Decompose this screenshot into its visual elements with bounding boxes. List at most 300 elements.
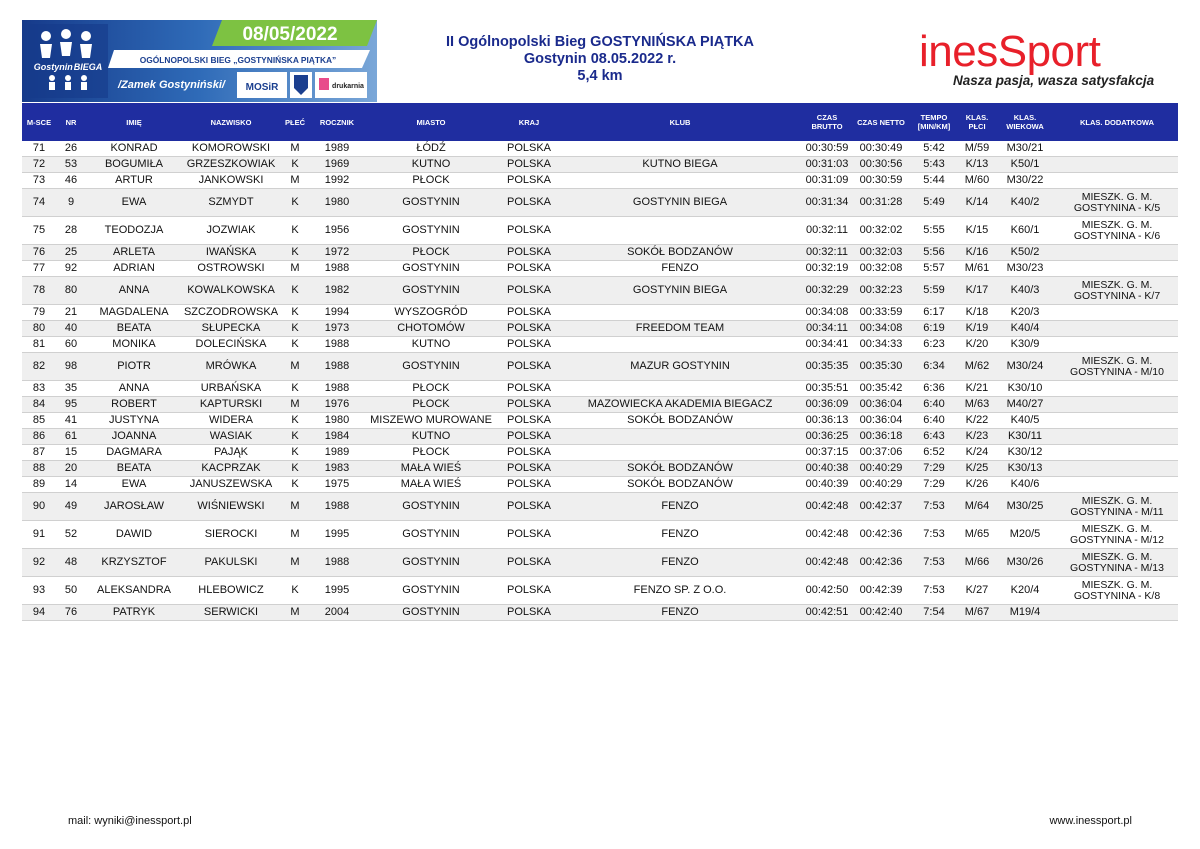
cell-gender-class: K/23: [960, 429, 994, 445]
cell-gender-class: M/64: [960, 493, 994, 521]
cell-extra-class: MIESZK. G. M. GOSTYNINA - K/6: [1056, 217, 1178, 245]
cell-pace: 5:44: [908, 173, 960, 189]
cell-first-name: MONIKA: [86, 337, 182, 353]
cell-gross-time: 00:35:35: [800, 353, 854, 381]
cell-net-time: 00:35:42: [854, 381, 908, 397]
cell-last-name: SZCZODROWSKA: [182, 305, 280, 321]
cell-club: [560, 337, 800, 353]
cell-age-class: K50/2: [994, 245, 1056, 261]
cell-last-name: OSTROWSKI: [182, 261, 280, 277]
cell-age-class: K20/4: [994, 577, 1056, 605]
cell-gender: K: [280, 381, 310, 397]
cell-place: 77: [22, 261, 56, 277]
cell-gender: K: [280, 577, 310, 605]
cell-country: POLSKA: [498, 353, 560, 381]
cell-gender: K: [280, 217, 310, 245]
cell-pace: 6:19: [908, 321, 960, 337]
cell-gender: K: [280, 189, 310, 217]
cell-country: POLSKA: [498, 429, 560, 445]
cell-net-time: 00:36:18: [854, 429, 908, 445]
cell-pace: 7:53: [908, 549, 960, 577]
footer-email[interactable]: mail: wyniki@inessport.pl: [68, 815, 192, 827]
brand-name: inesSport: [919, 27, 1101, 76]
cell-country: POLSKA: [498, 445, 560, 461]
cell-age-class: K40/3: [994, 277, 1056, 305]
cell-bib: 60: [56, 337, 86, 353]
cell-pace: 7:53: [908, 521, 960, 549]
cell-bib: 48: [56, 549, 86, 577]
cell-birth-year: 1982: [310, 277, 364, 305]
cell-club: [560, 217, 800, 245]
cell-gross-time: 00:32:11: [800, 217, 854, 245]
cell-first-name: ADRIAN: [86, 261, 182, 277]
cell-country: POLSKA: [498, 477, 560, 493]
cell-net-time: 00:42:36: [854, 521, 908, 549]
cell-age-class: K30/12: [994, 445, 1056, 461]
cell-pace: 6:17: [908, 305, 960, 321]
cell-gender: K: [280, 277, 310, 305]
cell-club: SOKÓŁ BODZANÓW: [560, 413, 800, 429]
cell-bib: 40: [56, 321, 86, 337]
cell-country: POLSKA: [498, 381, 560, 397]
cell-gross-time: 00:32:29: [800, 277, 854, 305]
cell-first-name: EWA: [86, 189, 182, 217]
cell-place: 73: [22, 173, 56, 189]
cell-city: CHOTOMÓW: [364, 321, 498, 337]
cell-pace: 7:54: [908, 605, 960, 621]
table-row: [22, 305, 1178, 321]
cell-gender: K: [280, 477, 310, 493]
cell-country: POLSKA: [498, 549, 560, 577]
cell-extra-class: MIESZK. G. M. GOSTYNINA - M/13: [1056, 549, 1178, 577]
cell-gender-class: K/21: [960, 381, 994, 397]
cell-city: GOSTYNIN: [364, 277, 498, 305]
cell-net-time: 00:36:04: [854, 397, 908, 413]
cell-net-time: 00:32:03: [854, 245, 908, 261]
cell-city: PŁOCK: [364, 381, 498, 397]
cell-pace: 6:23: [908, 337, 960, 353]
cell-pace: 7:29: [908, 477, 960, 493]
col-header-klas-plci[interactable]: KLAS. PŁCI: [960, 103, 994, 141]
cell-gender: M: [280, 521, 310, 549]
cell-gross-time: 00:30:59: [800, 141, 854, 157]
cell-last-name: URBAŃSKA: [182, 381, 280, 397]
cell-net-time: 00:42:39: [854, 577, 908, 605]
cell-last-name: DOLECIŃSKA: [182, 337, 280, 353]
cell-bib: 76: [56, 605, 86, 621]
table-row: [22, 157, 1178, 173]
cell-last-name: JANKOWSKI: [182, 173, 280, 189]
cell-pace: 7:53: [908, 493, 960, 521]
cell-country: POLSKA: [498, 493, 560, 521]
cell-gender-class: K/13: [960, 157, 994, 173]
cell-bib: 20: [56, 461, 86, 477]
cell-place: 79: [22, 305, 56, 321]
cell-birth-year: 1988: [310, 261, 364, 277]
cell-club: MAZOWIECKA AKADEMIA BIEGACZ: [560, 397, 800, 413]
cell-place: 76: [22, 245, 56, 261]
cell-club: SOKÓŁ BODZANÓW: [560, 477, 800, 493]
cell-birth-year: 1995: [310, 521, 364, 549]
drukarnia-icon: [319, 78, 329, 90]
cell-birth-year: 1988: [310, 353, 364, 381]
cell-bib: 35: [56, 381, 86, 397]
cell-net-time: 00:42:40: [854, 605, 908, 621]
col-header-rocznik[interactable]: ROCZNIK: [310, 103, 364, 141]
table-row: [22, 461, 1178, 477]
cell-gender: K: [280, 321, 310, 337]
table-row: [22, 337, 1178, 353]
cell-first-name: BEATA: [86, 461, 182, 477]
cell-gender-class: M/63: [960, 397, 994, 413]
cell-age-class: K60/1: [994, 217, 1056, 245]
cell-birth-year: 1992: [310, 173, 364, 189]
inessport-logo: [915, 27, 1165, 92]
cell-extra-class: [1056, 321, 1178, 337]
cell-country: POLSKA: [498, 141, 560, 157]
cell-club: FENZO SP. Z O.O.: [560, 577, 800, 605]
cell-club: KUTNO BIEGA: [560, 157, 800, 173]
page-title-block: [380, 34, 820, 85]
table-row: [22, 445, 1178, 461]
cell-last-name: WIŚNIEWSKI: [182, 493, 280, 521]
cell-country: POLSKA: [498, 305, 560, 321]
cell-bib: 80: [56, 277, 86, 305]
cell-first-name: ALEKSANDRA: [86, 577, 182, 605]
cell-gender-class: K/26: [960, 477, 994, 493]
table-row: [22, 173, 1178, 189]
cell-club: [560, 173, 800, 189]
cell-gender-class: K/14: [960, 189, 994, 217]
cell-birth-year: 2004: [310, 605, 364, 621]
cell-birth-year: 1989: [310, 445, 364, 461]
cell-club: [560, 429, 800, 445]
cell-gender: K: [280, 305, 310, 321]
cell-last-name: JOZWIAK: [182, 217, 280, 245]
cell-city: GOSTYNIN: [364, 577, 498, 605]
cell-country: POLSKA: [498, 461, 560, 477]
cell-place: 93: [22, 577, 56, 605]
cell-club: [560, 141, 800, 157]
cell-age-class: M40/27: [994, 397, 1056, 413]
cell-gross-time: 00:34:08: [800, 305, 854, 321]
cell-last-name: KACPRZAK: [182, 461, 280, 477]
cell-net-time: 00:40:29: [854, 461, 908, 477]
cell-club: GOSTYNIN BIEGA: [560, 189, 800, 217]
cell-gender-class: K/16: [960, 245, 994, 261]
banner-venue: /Zamek Gostyniński/: [118, 79, 225, 91]
col-header-nazwisko[interactable]: NAZWISKO: [182, 103, 280, 141]
cell-gross-time: 00:42:48: [800, 493, 854, 521]
cell-last-name: WIDERA: [182, 413, 280, 429]
cell-gender: K: [280, 245, 310, 261]
cell-bib: 28: [56, 217, 86, 245]
table-row: [22, 477, 1178, 493]
cell-gender: M: [280, 397, 310, 413]
cell-place: 91: [22, 521, 56, 549]
cell-pace: 6:40: [908, 413, 960, 429]
cell-gross-time: 00:36:13: [800, 413, 854, 429]
cell-last-name: KOWALKOWSKA: [182, 277, 280, 305]
cell-club: [560, 381, 800, 397]
cell-bib: 26: [56, 141, 86, 157]
cell-first-name: PATRYK: [86, 605, 182, 621]
cell-gender-class: K/18: [960, 305, 994, 321]
cell-city: PŁOCK: [364, 245, 498, 261]
cell-club: FENZO: [560, 493, 800, 521]
cell-gross-time: 00:31:03: [800, 157, 854, 173]
cell-net-time: 00:32:23: [854, 277, 908, 305]
cell-pace: 6:36: [908, 381, 960, 397]
cell-gross-time: 00:37:15: [800, 445, 854, 461]
col-header-imie[interactable]: IMIĘ: [86, 103, 182, 141]
cell-pace: 5:42: [908, 141, 960, 157]
col-header-klas-dodatkowa[interactable]: KLAS. DODATKOWA: [1056, 103, 1178, 141]
cell-city: MAŁA WIEŚ: [364, 477, 498, 493]
col-header-miasto[interactable]: MIASTO: [364, 103, 498, 141]
cell-first-name: PIOTR: [86, 353, 182, 381]
cell-extra-class: [1056, 413, 1178, 429]
cell-age-class: K30/13: [994, 461, 1056, 477]
cell-gender: M: [280, 261, 310, 277]
sponsor-drukarnia: drukarnia: [332, 83, 364, 90]
cell-bib: 53: [56, 157, 86, 173]
cell-age-class: K40/4: [994, 321, 1056, 337]
cell-gender: M: [280, 173, 310, 189]
cell-gender-class: K/20: [960, 337, 994, 353]
cell-first-name: ROBERT: [86, 397, 182, 413]
cell-country: POLSKA: [498, 157, 560, 173]
cell-gender-class: M/65: [960, 521, 994, 549]
cell-city: GOSTYNIN: [364, 549, 498, 577]
cell-extra-class: MIESZK. G. M. GOSTYNINA - M/10: [1056, 353, 1178, 381]
cell-city: MISZEWO MUROWANE: [364, 413, 498, 429]
cell-first-name: MAGDALENA: [86, 305, 182, 321]
cell-net-time: 00:30:49: [854, 141, 908, 157]
cell-extra-class: [1056, 261, 1178, 277]
cell-place: 75: [22, 217, 56, 245]
cell-birth-year: 1988: [310, 493, 364, 521]
cell-extra-class: [1056, 337, 1178, 353]
cell-first-name: EWA: [86, 477, 182, 493]
cell-city: PŁOCK: [364, 445, 498, 461]
cell-city: PŁOCK: [364, 173, 498, 189]
cell-gender: K: [280, 337, 310, 353]
sponsor-mosir: MOSiR: [245, 82, 279, 93]
cell-bib: 41: [56, 413, 86, 429]
cell-last-name: JANUSZEWSKA: [182, 477, 280, 493]
cell-extra-class: [1056, 445, 1178, 461]
cell-gross-time: 00:36:25: [800, 429, 854, 445]
cell-birth-year: 1976: [310, 397, 364, 413]
cell-birth-year: 1972: [310, 245, 364, 261]
cell-gross-time: 00:42:48: [800, 549, 854, 577]
cell-city: KUTNO: [364, 157, 498, 173]
cell-pace: 6:52: [908, 445, 960, 461]
cell-club: SOKÓŁ BODZANÓW: [560, 245, 800, 261]
cell-gender: M: [280, 353, 310, 381]
cell-country: POLSKA: [498, 261, 560, 277]
cell-gross-time: 00:36:09: [800, 397, 854, 413]
cell-age-class: K40/6: [994, 477, 1056, 493]
cell-city: GOSTYNIN: [364, 521, 498, 549]
cell-city: KUTNO: [364, 337, 498, 353]
table-row: [22, 141, 1178, 157]
footer-website[interactable]: www.inessport.pl: [1049, 815, 1132, 827]
cell-club: MAZUR GOSTYNIN: [560, 353, 800, 381]
cell-extra-class: [1056, 245, 1178, 261]
col-header-kraj[interactable]: KRAJ: [498, 103, 560, 141]
cell-first-name: JOANNA: [86, 429, 182, 445]
cell-birth-year: 1969: [310, 157, 364, 173]
col-header-plec[interactable]: PŁEĆ: [280, 103, 310, 141]
cell-extra-class: MIESZK. G. M. GOSTYNINA - K/7: [1056, 277, 1178, 305]
cell-place: 88: [22, 461, 56, 477]
cell-age-class: K30/11: [994, 429, 1056, 445]
cell-birth-year: 1980: [310, 189, 364, 217]
cell-gross-time: 00:42:50: [800, 577, 854, 605]
cell-last-name: PAKULSKI: [182, 549, 280, 577]
cell-extra-class: [1056, 461, 1178, 477]
col-header-msce[interactable]: M-SCE: [22, 103, 56, 141]
cell-extra-class: [1056, 173, 1178, 189]
cell-bib: 98: [56, 353, 86, 381]
col-header-czas-brutto[interactable]: CZAS BRUTTO: [800, 103, 854, 141]
cell-age-class: M30/26: [994, 549, 1056, 577]
cell-city: WYSZOGRÓD: [364, 305, 498, 321]
cell-gender-class: M/67: [960, 605, 994, 621]
cell-pace: 5:56: [908, 245, 960, 261]
cell-gender-class: K/17: [960, 277, 994, 305]
cell-first-name: ARTUR: [86, 173, 182, 189]
col-header-klub[interactable]: KLUB: [560, 103, 800, 141]
cell-country: POLSKA: [498, 577, 560, 605]
cell-city: GOSTYNIN: [364, 353, 498, 381]
cell-club: FENZO: [560, 521, 800, 549]
cell-gender: K: [280, 461, 310, 477]
table-row: [22, 189, 1178, 217]
table-row: [22, 521, 1178, 549]
cell-country: POLSKA: [498, 337, 560, 353]
cell-place: 89: [22, 477, 56, 493]
cell-gender-class: K/15: [960, 217, 994, 245]
brand-tagline: Nasza pasja, wasza satysfakcja: [953, 73, 1155, 88]
table-row: [22, 381, 1178, 397]
cell-extra-class: MIESZK. G. M. GOSTYNINA - K/5: [1056, 189, 1178, 217]
table-row: [22, 429, 1178, 445]
page-subtitle: Gostynin 08.05.2022 r.: [523, 51, 677, 67]
cell-gender: K: [280, 445, 310, 461]
cell-gender: M: [280, 549, 310, 577]
cell-last-name: IWAŃSKA: [182, 245, 280, 261]
cell-first-name: JAROSŁAW: [86, 493, 182, 521]
cell-gender: K: [280, 413, 310, 429]
cell-gender: M: [280, 605, 310, 621]
cell-first-name: TEODOZJA: [86, 217, 182, 245]
cell-gender-class: K/24: [960, 445, 994, 461]
cell-first-name: ANNA: [86, 381, 182, 397]
cell-club: GOSTYNIN BIEGA: [560, 277, 800, 305]
cell-place: 85: [22, 413, 56, 429]
cell-gender: M: [280, 493, 310, 521]
cell-place: 81: [22, 337, 56, 353]
cell-bib: 92: [56, 261, 86, 277]
cell-net-time: 00:36:04: [854, 413, 908, 429]
cell-bib: 49: [56, 493, 86, 521]
runners-small-icon: [49, 75, 87, 90]
cell-last-name: PAJĄK: [182, 445, 280, 461]
cell-place: 83: [22, 381, 56, 397]
results-body: [22, 141, 1178, 621]
cell-gender-class: K/19: [960, 321, 994, 337]
cell-first-name: ANNA: [86, 277, 182, 305]
cell-pace: 5:57: [908, 261, 960, 277]
cell-last-name: GRZESZKOWIAK: [182, 157, 280, 173]
col-header-nr[interactable]: NR: [56, 103, 86, 141]
cell-age-class: M30/24: [994, 353, 1056, 381]
banner-date: 08/05/2022: [242, 24, 338, 45]
cell-extra-class: [1056, 381, 1178, 397]
col-header-tempo[interactable]: TEMPO [MIN/KM]: [908, 103, 960, 141]
cell-country: POLSKA: [498, 173, 560, 189]
cell-extra-class: [1056, 605, 1178, 621]
cell-birth-year: 1984: [310, 429, 364, 445]
cell-extra-class: MIESZK. G. M. GOSTYNINA - K/8: [1056, 577, 1178, 605]
cell-city: GOSTYNIN: [364, 217, 498, 245]
cell-pace: 7:29: [908, 461, 960, 477]
cell-city: PŁOCK: [364, 397, 498, 413]
cell-net-time: 00:31:28: [854, 189, 908, 217]
cell-place: 71: [22, 141, 56, 157]
cell-gross-time: 00:32:11: [800, 245, 854, 261]
cell-age-class: M30/23: [994, 261, 1056, 277]
cell-place: 82: [22, 353, 56, 381]
logo-line1: GostyninBIEGA: [33, 62, 103, 72]
cell-bib: 15: [56, 445, 86, 461]
cell-country: POLSKA: [498, 217, 560, 245]
cell-gender: K: [280, 429, 310, 445]
cell-bib: 52: [56, 521, 86, 549]
col-header-czas-netto[interactable]: CZAS NETTO: [854, 103, 908, 141]
cell-city: GOSTYNIN: [364, 189, 498, 217]
table-row: [22, 321, 1178, 337]
table-row: [22, 493, 1178, 521]
cell-bib: 95: [56, 397, 86, 413]
cell-gender-class: M/59: [960, 141, 994, 157]
cell-last-name: SŁUPECKA: [182, 321, 280, 337]
cell-last-name: MRÓWKA: [182, 353, 280, 381]
cell-age-class: K30/10: [994, 381, 1056, 397]
cell-country: POLSKA: [498, 245, 560, 261]
cell-city: ŁÓDŹ: [364, 141, 498, 157]
cell-extra-class: [1056, 397, 1178, 413]
cell-place: 94: [22, 605, 56, 621]
results-table: [22, 103, 1178, 621]
cell-net-time: 00:40:29: [854, 477, 908, 493]
cell-first-name: DAWID: [86, 521, 182, 549]
cell-club: [560, 445, 800, 461]
cell-birth-year: 1989: [310, 141, 364, 157]
cell-place: 72: [22, 157, 56, 173]
col-header-klas-wiekowa[interactable]: KLAS. WIEKOWA: [994, 103, 1056, 141]
cell-extra-class: MIESZK. G. M. GOSTYNINA - M/11: [1056, 493, 1178, 521]
page-title: II Ogólnopolski Bieg GOSTYNIŃSKA PIĄTKA: [445, 34, 754, 50]
table-row: [22, 413, 1178, 429]
cell-gross-time: 00:32:19: [800, 261, 854, 277]
cell-last-name: KOMOROWSKI: [182, 141, 280, 157]
cell-pace: 6:43: [908, 429, 960, 445]
cell-age-class: M30/21: [994, 141, 1056, 157]
